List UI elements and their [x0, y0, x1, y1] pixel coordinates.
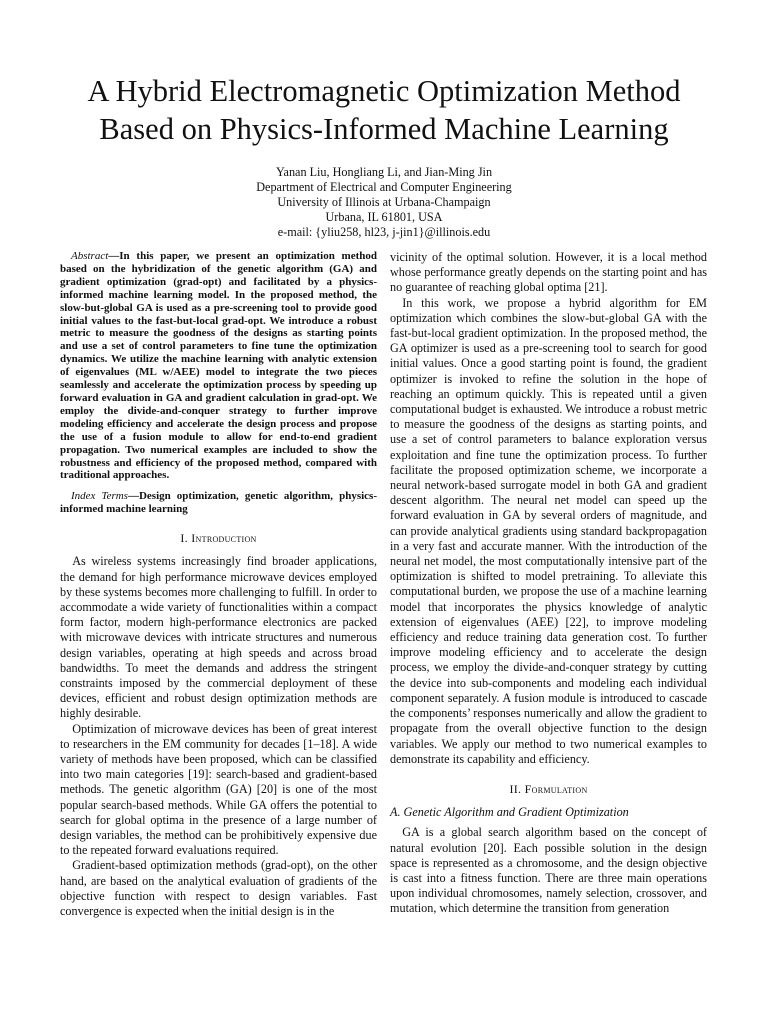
paragraph: GA is a global search algorithm based on the concept of natural evolution [20]. Each possible solution in the design space is represented as a chromosome, and the design objective is cast into a fitness function. There are three main operations upon individual chromosomes, namely selection, crossover, and mutation, which determine the transition from generation: [390, 825, 707, 916]
abstract-lead: Abstract: [71, 250, 109, 262]
abstract-text: —In this paper, we present an optimization method based on the hybridization of the genetic algorithm (GA) and gradient optimization (grad-opt) and facilitated by a physics-informed machine learning model. In the proposed method, the slow-but-global GA is used as a pre-screening tool to provide good initial values to the fast-but-local grad-opt. We introduce a robust metric to measure the goodness of the designs as starting points and use a set of control parameters to fine tune the optimization dynamics. We utilize the machine learning with analytic extension of eigenvalues (ML w/AEE) model to integrate the two pieces seamlessly and accelerate the optimization process by speeding up forward evaluation in GA and gradient calculation in grad-opt. We employ the divide-and-conquer strategy to further improve modeling efficiency and accelerate the design process and propose the use of a fusion module to allow for end-to-end gradient propagation. Two numerical examples are included to show the robustness and efficiency of the proposed method, compared with traditional approaches.: [60, 250, 377, 482]
title-block: [40, 72, 728, 240]
author-email: e-mail: {yliu258, hl23, j-jin1}@illinois.edu: [277, 225, 491, 239]
paragraph: Optimization of microwave devices has been of great interest to researchers in the EM community for decades [1–18]. A wide variety of methods have been proposed, which can be classified into two main categories [19]: search-based and gradient-based methods. The genetic algorithm (GA) [20] is one of the most popular search-based methods. While GA offers the potential to search for global optima in the presence of a large number of design variables, the method can be prohibitively expensive due to the repeated forward evaluations required.: [60, 721, 377, 858]
title-line-2: Based on Physics-Informed Machine Learning: [99, 112, 669, 146]
paragraph: In this work, we propose a hybrid algorithm for EM optimization which combines the slow-but-global GA with the fast-but-local gradient optimization. In the proposed method, the GA optimizer is used as a pre-screening tool to search for good initial values. Once a good starting point is found, the gradient optimizer is invoked to refine the solution in the hope of reaching an optimum quickly. This is repeated until a given computational budget is exhausted. We introduce a robust metric to measure the goodness of the designs as starting points, and use a set of control parameters to balance exploration versus exploitation and fine tune the optimization process. To further facilitate the proposed optimization scheme, we incorporate a neural network-based surrogate model in both GA and gradient descent algorithm. The neural net model can speed up the forward evaluation in GA by several orders of magnitude, and can provide analytical gradients using standard backpropagation in a very fast and accurate manner. With the introduction of the neural net model, the most computationally intensive part of the optimization is shifted to model pretraining. To alleviate this computational burden, we propose the use of a machine learning model that incorporates the physics knowledge of analytic extension of eigenvalues (AEE) [22], to improve modeling efficiency and reduce training data generation cost. To further improve modeling efficiency and to accelerate the design process, we employ the divide-and-conquer strategy by cutting the device into sub-components and modeling each individual component separately. A fusion module is introduced to cascade the components’ responses numerically and allow the gradient to propagate from the overall objective function to the design variables. We apply our method to two numerical examples to demonstrate its capability and efficiency.: [390, 295, 707, 766]
paper-title: [40, 72, 728, 148]
left-column: [60, 250, 377, 919]
author-names: Yanan Liu, Hongliang Li, and Jian-Ming Jin: [275, 165, 493, 179]
subsection-heading: A. Genetic Algorithm and Gradient Optimization: [390, 805, 629, 820]
right-column: [390, 250, 707, 917]
affiliation-address: Urbana, IL 61801, USA: [325, 210, 443, 224]
affiliation-university: University of Illinois at Urbana-Champaign: [277, 195, 491, 209]
paragraph: Gradient-based optimization methods (grad-opt), on the other hand, are based on the analytical evaluation of gradients of the objective function with respect to design variables. Fast convergence is expected when the initial design is in the: [60, 858, 377, 918]
paragraph-continuation: vicinity of the optimal solution. However, it is a local method whose performance greatly depends on the starting point and has no guarantee of reaching global optima [21].: [390, 250, 707, 295]
title-line-1: A Hybrid Electromagnetic Optimization Method: [87, 74, 681, 108]
author-block: [40, 165, 728, 240]
paragraph: As wireless systems increasingly find broader applications, the demand for high performance microwave devices employed by these systems becomes more challenging to fulfill. In order to accommodate a wide variety of functionalities within a compact form factor, modern high-performance electronics are packed with microwave devices with intricate structures and numerous design variables, operating at high speeds and across broad bandwidths. To meet the demands and address the stringent constraints imposed by the commercial deployment of these devices, efficient and robust design optimization methods are highly desirable.: [60, 554, 377, 721]
affiliation-department: Department of Electrical and Computer Engineering: [256, 180, 512, 194]
index-terms-text: —Design optimization, genetic algorithm, physics-informed machine learning: [60, 490, 377, 516]
index-terms-lead: Index Terms: [71, 490, 128, 503]
abstract: [60, 250, 377, 482]
index-terms: [60, 490, 377, 516]
section-heading-introduction: I. Introduction: [180, 531, 257, 546]
section-heading-formulation: II. Formulation: [509, 781, 588, 796]
